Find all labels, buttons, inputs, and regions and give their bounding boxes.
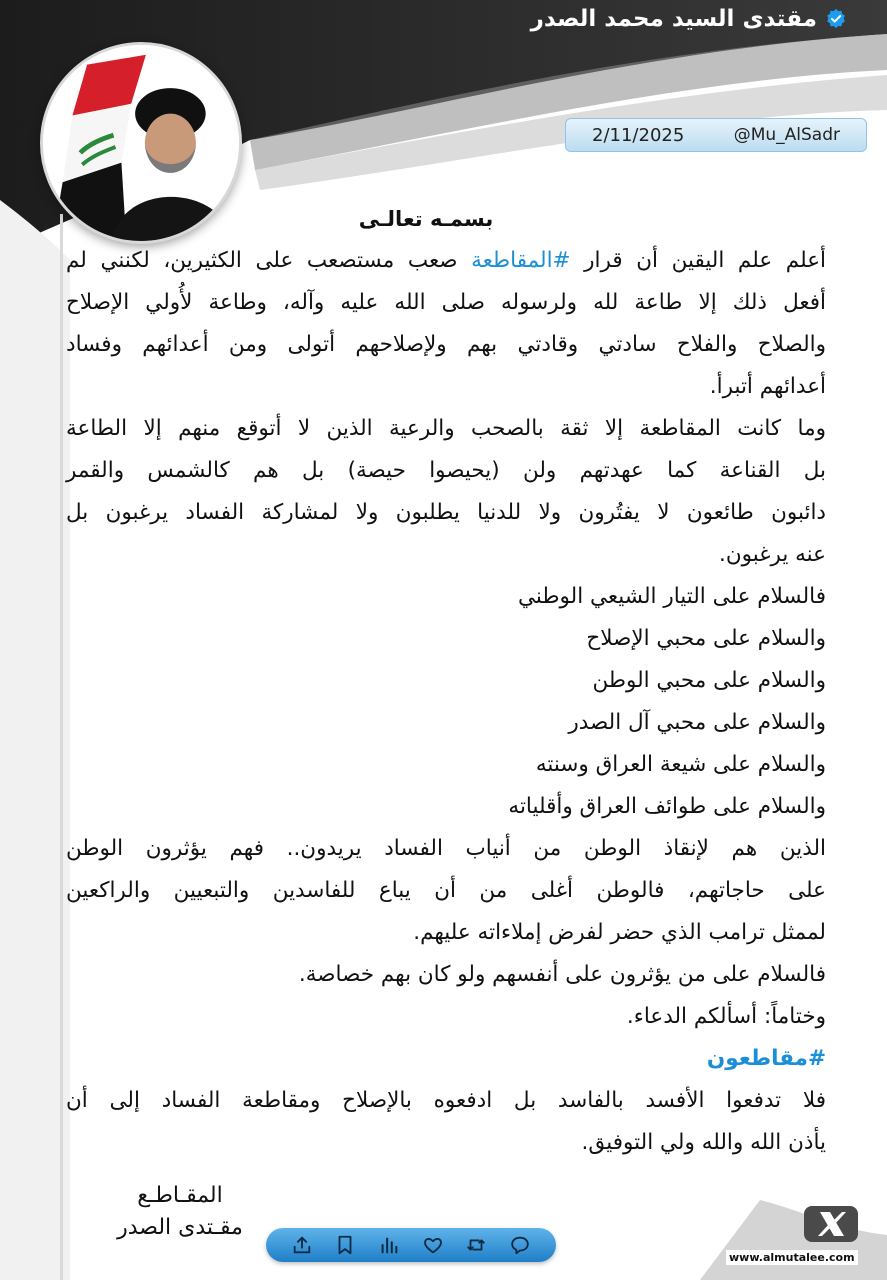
post-line: والصلاح والفلاح سادتي وقادتي بهم ولإصلاحهم أتولى ومن أعدائهم وفساد [66,332,826,357]
post-date: 2/11/2025 [592,124,685,146]
post-line-text: أعلم علم اليقين أن قرار [570,248,826,273]
like-icon[interactable] [422,1234,444,1256]
hashtag-link[interactable]: #مقاطعون [706,1046,826,1071]
post-line [66,240,826,282]
signature-name: مقـتدى الصدر [117,1215,243,1240]
post-line: فالسلام على من يؤثرون على أنفسهم ولو كان بهم خصاصة. [298,962,826,987]
post-line: بل القناعة كما عهدتهم ولن (يحيصوا حيصة) بل هم كالشمس والقمر [66,458,826,483]
site-watermark: www.almutalee.com [726,1250,858,1265]
post-line: فالسلام على التيار الشيعي الوطني [518,584,826,609]
signature-title: المقـاطـع [137,1183,223,1208]
post-line: والسلام على محبي آل الصدر [568,710,826,735]
post-line: دائبون طائعون لا يفتُرون ولا للدنيا يطلبون ولا لمشاركة الفساد يرغبون بل [66,500,826,525]
post-line: والسلام على محبي الإصلاح [586,626,826,651]
post-heading: بسمـه تعالـى [358,207,494,231]
post-line: وختاماً: أسألكم الدعاء. [626,1004,826,1029]
post-line: وما كانت المقاطعة إلا ثقة بالصحب والرعية الذين لا أتوقع منهم إلا الطاعة [66,416,826,441]
date-handle-pill [565,118,867,152]
repost-icon[interactable] [465,1234,487,1256]
author-name: مقتدى السيد محمد الصدر [530,6,817,32]
post-line: يأذن الله والله ولي التوفيق. [581,1130,826,1155]
reply-icon[interactable] [509,1234,531,1256]
signature [100,1180,260,1244]
x-logo-icon [800,1204,862,1244]
post-line: فلا تدفعوا الأفسد بالفاسد بل ادفعوه بالإصلاح ومقاطعة الفساد إلى أن [66,1088,826,1113]
post-line: والسلام على شيعة العراق وسنته [535,752,826,777]
tweet-action-bar [266,1228,556,1262]
post-line: على حاجاتهم، فالوطن أغلى من أن يباع للفاسدين والتبعيين والراكعين [66,878,826,903]
author-header [531,6,847,32]
post-body [66,198,826,1164]
share-icon[interactable] [291,1234,313,1256]
post-line: أعدائهم أتبرأ. [709,374,826,399]
post-line: والسلام على محبي الوطن [592,668,826,693]
author-handle: @Mu_AlSadr [733,125,840,145]
views-icon[interactable] [378,1234,400,1256]
bookmark-icon[interactable] [334,1234,356,1256]
post-line: لممثل ترامب الذي حضر لفرض إملاءاته عليهم. [413,920,826,945]
post-line: الذين هم لإنقاذ الوطن من أنياب الفساد يريدون.. فهم يؤثرون الوطن [66,836,826,861]
post-line: عنه يرغبون. [719,542,826,567]
hashtag-link[interactable]: #المقاطعة [471,248,571,273]
post-line: أفعل ذلك إلا طاعة لله ولرسوله صلى الله عليه وآله، وطاعة لأُولي الإصلاح [66,290,826,315]
post-line-text: صعب مستصعب على الكثيرين، لكنني لم [66,248,472,273]
post-line: والسلام على طوائف العراق وأقلياته [508,794,826,819]
verified-badge-icon [825,8,847,30]
